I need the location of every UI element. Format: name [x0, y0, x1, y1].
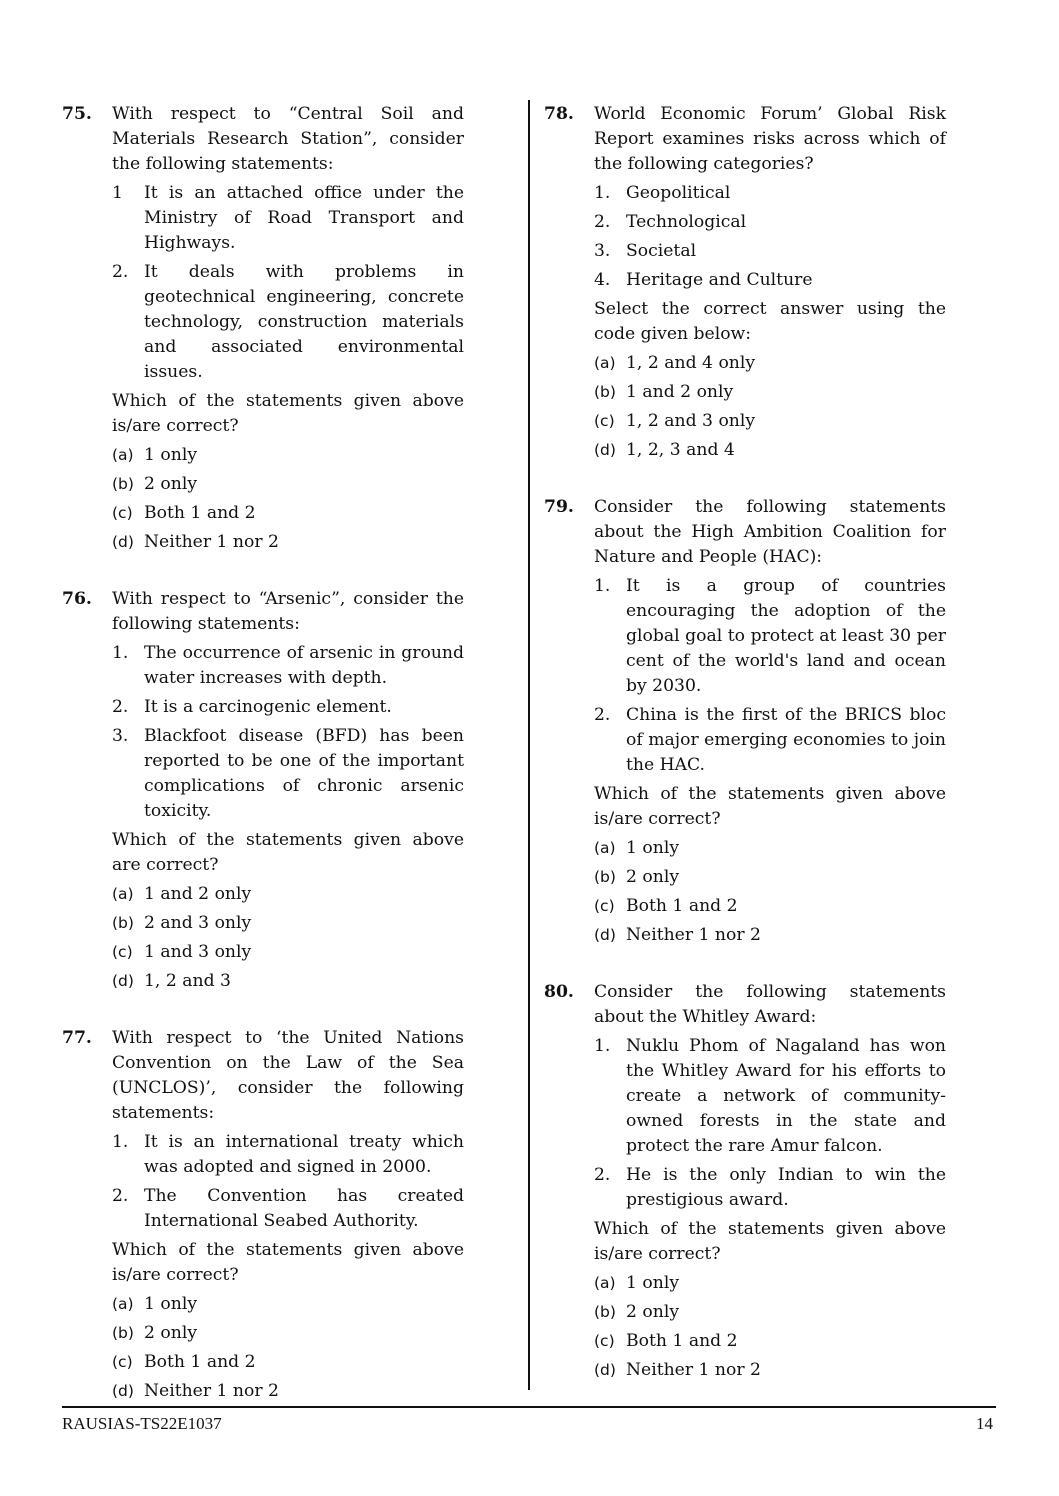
footer-rule: [62, 1406, 996, 1408]
option-text: 1 only: [144, 1294, 198, 1314]
option-a: [112, 1292, 464, 1317]
option-text: 1 only: [144, 445, 198, 465]
statement-list: [594, 1034, 946, 1213]
option-d: [594, 1358, 946, 1383]
statement: [594, 1163, 946, 1213]
statement-number: 1: [112, 183, 123, 203]
option-text: Both 1 and 2: [626, 896, 738, 916]
option-a: [594, 836, 946, 861]
statement-text: Nuklu Phom of Nagaland has won the Whitley Award for his efforts to create a network of community-owned forests in the state and protect the rare Amur falcon.: [626, 1036, 946, 1156]
option-text: 2 and 3 only: [144, 913, 252, 933]
question-spacer: [62, 559, 464, 587]
option-b: [594, 1300, 946, 1325]
option-text: Neither 1 nor 2: [626, 925, 761, 945]
statement-text: Technological: [626, 212, 747, 232]
option-label: (c): [594, 1332, 615, 1350]
statement-number: 3.: [594, 241, 611, 261]
option-text: 1, 2 and 4 only: [626, 353, 756, 373]
option-label: (d): [594, 926, 616, 944]
question-spacer: [544, 952, 946, 980]
option-a: [112, 882, 464, 907]
option-c: [112, 1350, 464, 1375]
option-text: 2 only: [144, 1323, 198, 1343]
statement: [594, 1034, 946, 1159]
statement-text: It is a carcinogenic element.: [144, 697, 392, 717]
statement-text: Heritage and Culture: [626, 270, 813, 290]
statement: [112, 724, 464, 824]
question-prompt: Which of the statements given above is/are correct?: [594, 784, 946, 829]
option-text: 2 only: [144, 474, 198, 494]
option-label: (c): [112, 504, 133, 522]
option-c: [594, 409, 946, 434]
left-column: [62, 102, 464, 1408]
option-text: Both 1 and 2: [626, 1331, 738, 1351]
question-number: 76.: [62, 589, 92, 609]
option-b: [112, 1321, 464, 1346]
question-77: [62, 1026, 464, 1404]
statement: [594, 210, 946, 235]
option-c: [112, 501, 464, 526]
option-list: [594, 1271, 946, 1383]
statement-number: 2.: [594, 705, 611, 725]
option-list: [112, 443, 464, 555]
statement-text: It deals with problems in geotechnical engineering, concrete technology, construction materials and associated environmental issues.: [144, 262, 464, 382]
option-label: (c): [112, 943, 133, 961]
statement-text: China is the first of the BRICS bloc of major emerging economies to join the HAC.: [626, 705, 946, 775]
statement: [594, 239, 946, 264]
statement-text: He is the only Indian to win the prestigious award.: [626, 1165, 946, 1210]
option-d: [112, 969, 464, 994]
statement-number: 1.: [112, 1132, 129, 1152]
statement-list: [112, 181, 464, 385]
option-c: [594, 894, 946, 919]
question-text: With respect to “Central Soil and Materials Research Station”, consider the following statements:: [112, 104, 464, 174]
question-78: [544, 102, 946, 463]
option-text: 1 only: [626, 1273, 680, 1293]
question-number: 78.: [544, 104, 574, 124]
question-80: [544, 980, 946, 1383]
option-d: [112, 1379, 464, 1404]
question-prompt: Select the correct answer using the code given below:: [594, 299, 946, 344]
question-spacer: [62, 998, 464, 1026]
option-a: [594, 1271, 946, 1296]
option-text: 1 and 3 only: [144, 942, 252, 962]
statement: [594, 268, 946, 293]
option-label: (a): [594, 354, 616, 372]
statement-number: 1.: [112, 643, 129, 663]
question-text: Consider the following statements about the High Ambition Coalition for Nature and People (HAC):: [594, 497, 946, 567]
statement-number: 2.: [594, 1165, 611, 1185]
option-text: 1, 2, 3 and 4: [626, 440, 735, 460]
statement: [594, 703, 946, 778]
statement-list: [112, 641, 464, 824]
option-label: (b): [594, 383, 616, 401]
question-prompt: Which of the statements given above is/are correct?: [594, 1219, 946, 1264]
option-list: [594, 351, 946, 463]
option-label: (b): [112, 914, 134, 932]
question-spacer: [544, 467, 946, 495]
statement-list: [594, 181, 946, 293]
option-b: [594, 865, 946, 890]
option-b: [112, 911, 464, 936]
statement-number: 2.: [112, 697, 129, 717]
statement-number: 1.: [594, 1036, 611, 1056]
option-c: [112, 940, 464, 965]
question-76: [62, 587, 464, 994]
statement-text: The Convention has created International Seabed Authority.: [144, 1186, 464, 1231]
option-label: (b): [112, 475, 134, 493]
statement-number: 2.: [112, 1186, 129, 1206]
statement: [112, 1130, 464, 1180]
statement-list: [594, 574, 946, 778]
option-label: (a): [594, 1274, 616, 1292]
question-prompt: Which of the statements given above is/are correct?: [112, 1240, 464, 1285]
question-79: [544, 495, 946, 948]
statement-number: 1.: [594, 183, 611, 203]
question-75: [62, 102, 464, 555]
option-text: 1 only: [626, 838, 680, 858]
option-label: (a): [594, 839, 616, 857]
option-text: Neither 1 nor 2: [144, 532, 279, 552]
question-number: 79.: [544, 497, 574, 517]
question-number: 80.: [544, 982, 574, 1002]
statement-number: 2.: [112, 262, 129, 282]
question-number: 75.: [62, 104, 92, 124]
statement-number: 4.: [594, 270, 611, 290]
statement-number: 3.: [112, 726, 129, 746]
statement: [594, 181, 946, 206]
right-column: [544, 102, 946, 1387]
option-label: (a): [112, 885, 134, 903]
page-number: 14: [976, 1414, 993, 1433]
question-text: World Economic Forum’ Global Risk Report examines risks across which of the following categories?: [594, 104, 946, 174]
option-list: [112, 882, 464, 994]
option-label: (b): [594, 868, 616, 886]
option-list: [112, 1292, 464, 1404]
option-label: (d): [112, 972, 134, 990]
option-d: [594, 438, 946, 463]
question-prompt: Which of the statements given above are correct?: [112, 830, 464, 875]
option-label: (a): [112, 446, 134, 464]
statement: [112, 641, 464, 691]
option-text: 1, 2 and 3 only: [626, 411, 756, 431]
question-number: 77.: [62, 1028, 92, 1048]
statement: [594, 574, 946, 699]
statement-text: Geopolitical: [626, 183, 731, 203]
option-text: Both 1 and 2: [144, 503, 256, 523]
question-text: With respect to ‘the United Nations Convention on the Law of the Sea (UNCLOS)’, consider the following statements:: [112, 1028, 464, 1123]
statement: [112, 1184, 464, 1234]
question-text: Consider the following statements about the Whitley Award:: [594, 982, 946, 1027]
statement: [112, 260, 464, 385]
statement: [112, 181, 464, 256]
option-d: [594, 923, 946, 948]
option-label: (c): [594, 897, 615, 915]
question-text: With respect to “Arsenic”, consider the following statements:: [112, 589, 464, 634]
statement: [112, 695, 464, 720]
option-text: 1 and 2 only: [144, 884, 252, 904]
option-text: Neither 1 nor 2: [626, 1360, 761, 1380]
option-label: (b): [594, 1303, 616, 1321]
option-text: 1, 2 and 3: [144, 971, 231, 991]
option-label: (c): [112, 1353, 133, 1371]
option-label: (d): [112, 533, 134, 551]
option-label: (b): [112, 1324, 134, 1342]
option-a: [112, 443, 464, 468]
option-a: [594, 351, 946, 376]
statement-text: The occurrence of arsenic in ground water increases with depth.: [144, 643, 464, 688]
column-divider: [528, 100, 530, 1390]
option-text: Both 1 and 2: [144, 1352, 256, 1372]
statement-text: It is an attached office under the Ministry of Road Transport and Highways.: [144, 183, 464, 253]
option-b: [594, 380, 946, 405]
footer-test-code: RAUSIAS-TS22E1037: [62, 1414, 222, 1433]
statement-text: It is a group of countries encouraging the adoption of the global goal to protect at least 30 per cent of the world's land and ocean by 2030.: [626, 576, 946, 696]
option-text: 1 and 2 only: [626, 382, 734, 402]
question-prompt: Which of the statements given above is/are correct?: [112, 391, 464, 436]
option-text: 2 only: [626, 867, 680, 887]
option-b: [112, 472, 464, 497]
option-label: (d): [112, 1382, 134, 1400]
option-label: (a): [112, 1295, 134, 1313]
option-list: [594, 836, 946, 948]
statement-number: 2.: [594, 212, 611, 232]
statement-text: It is an international treaty which was adopted and signed in 2000.: [144, 1132, 464, 1177]
statement-text: Blackfoot disease (BFD) has been reported to be one of the important complications of chronic arsenic toxicity.: [144, 726, 464, 821]
option-label: (d): [594, 441, 616, 459]
statement-list: [112, 1130, 464, 1234]
option-d: [112, 530, 464, 555]
option-c: [594, 1329, 946, 1354]
option-label: (c): [594, 412, 615, 430]
option-text: 2 only: [626, 1302, 680, 1322]
option-text: Neither 1 nor 2: [144, 1381, 279, 1401]
option-label: (d): [594, 1361, 616, 1379]
statement-number: 1.: [594, 576, 611, 596]
statement-text: Societal: [626, 241, 697, 261]
